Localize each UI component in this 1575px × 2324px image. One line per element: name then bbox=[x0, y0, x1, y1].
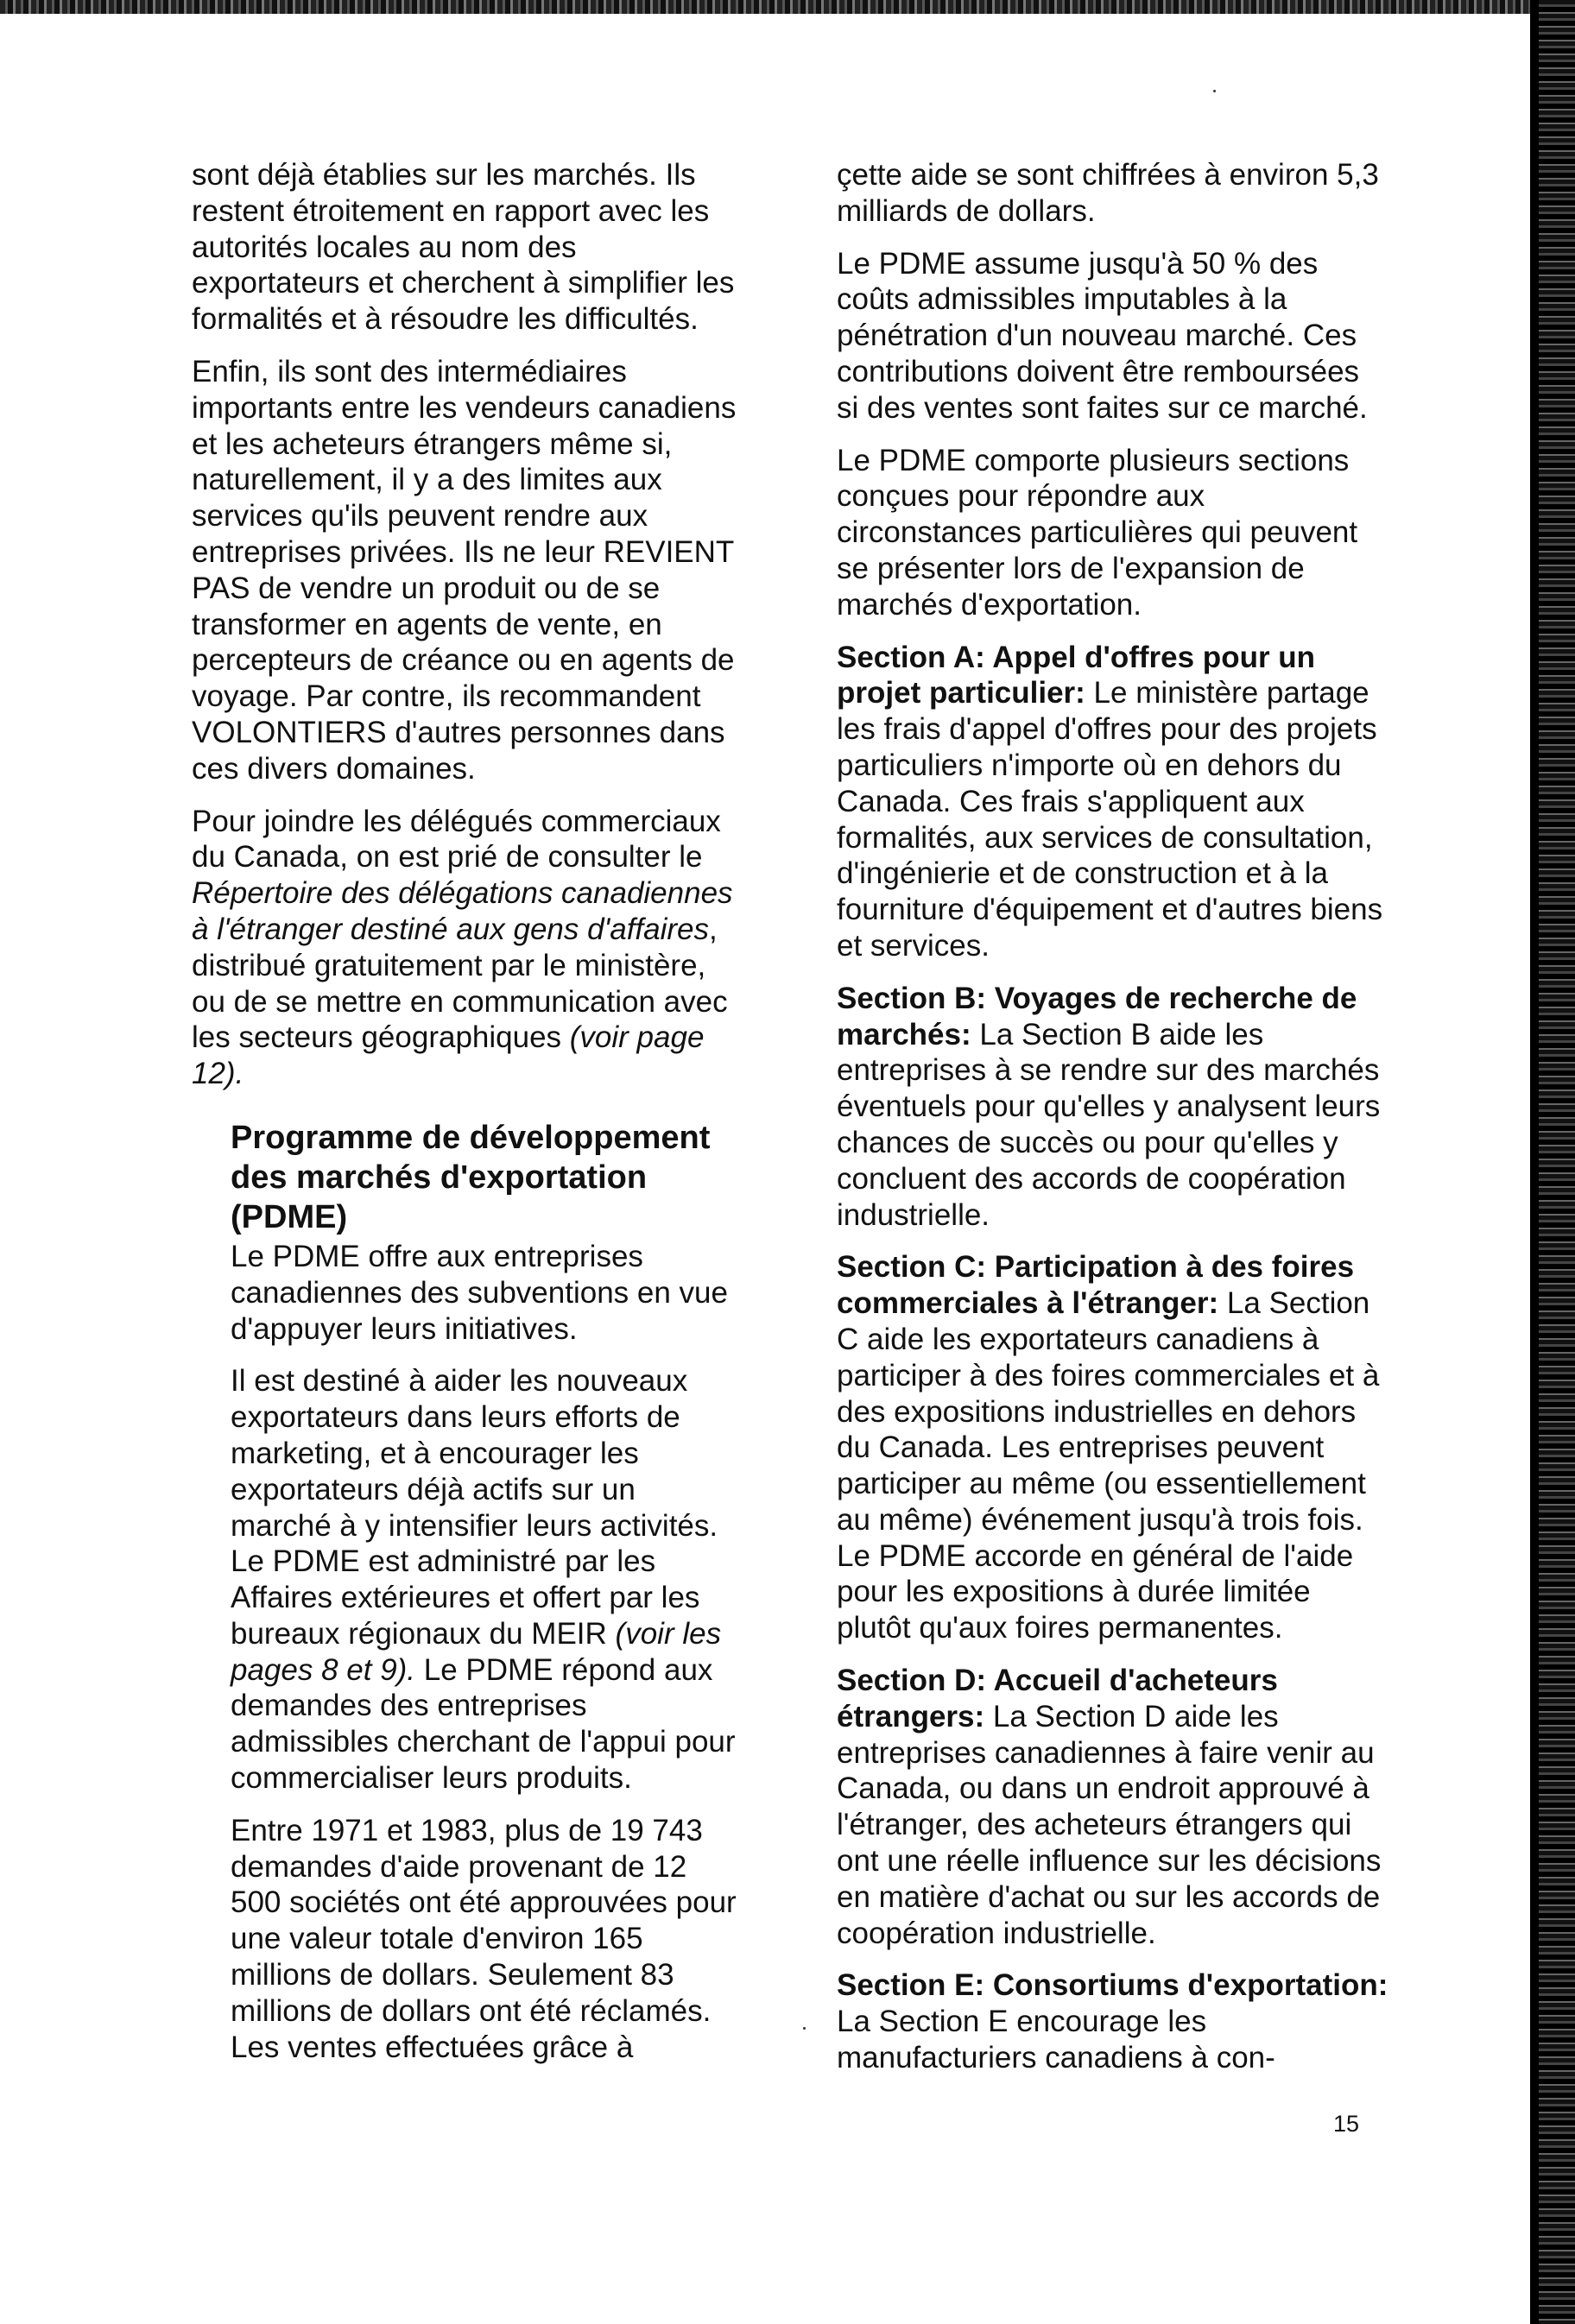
section-e-title: Section E: Consortiums d'exportation: bbox=[837, 1968, 1388, 2003]
paragraph: Enfin, ils sont des intermédiaires importants entre les vendeurs canadiens et les acheteurs étrangers même si, naturellement, il y a des limites aux services qu'ils peuvent rendre aux entreprises privées. Ils ne leur REVIENT PAS de vendre un produit ou de se transformer en agents de vente, en percepteurs de créance ou en agents de voyage. Par contre, ils recommandent VOLONTIERS d'autres personnes dans ces divers domaines. bbox=[192, 354, 737, 786]
paragraph bbox=[192, 1363, 744, 1797]
left-column bbox=[192, 157, 744, 2081]
paragraph: Le PDME offre aux entreprises canadiennes des subventions en vue d'appuyer leurs initiatives. bbox=[231, 1239, 728, 1346]
scan-speck bbox=[1213, 90, 1216, 92]
publication-title: Répertoire des délégations canadiennes à l'étranger destiné aux gens d'affaires bbox=[192, 876, 733, 946]
section-heading: Programme de développement des marchés d'exportation (PDME) bbox=[231, 1119, 711, 1235]
scan-speck bbox=[803, 2027, 806, 2030]
scan-right-edge bbox=[1539, 0, 1575, 2324]
section-d-title: Section D: Accueil d'acheteurs étrangers: bbox=[837, 1664, 1278, 1734]
section-a-paragraph bbox=[837, 640, 1389, 964]
scan-top-edge bbox=[0, 0, 1575, 14]
right-column bbox=[837, 157, 1389, 2093]
paragraph: Entre 1971 et 1983, plus de 19 743 demandes d'aide provenant de 12 500 sociétés ont été approuvées pour une valeur totale d'environ 165 millions de dollars. Seulement 83 millions de dollars ont été réclamés. Les ventes effectuées grâce à bbox=[231, 1813, 737, 2064]
section-e-paragraph bbox=[837, 1967, 1389, 2075]
section-c-paragraph bbox=[837, 1249, 1389, 1646]
paragraph: sont déjà établies sur les marchés. Ils restent étroitement en rapport avec les autorités locales au nom des exportateurs et cherchent à simplifier les formalités et à résoudre les difficultés. bbox=[192, 158, 735, 337]
paragraph: Le PDME comporte plusieurs sections conçues pour répondre aux circonstances particulières qui peuvent se présenter lors de l'expansion de marchés d'exportation. bbox=[837, 443, 1358, 622]
text-run: , distribué gratuitement par le ministère, ou de se mettre en communication avec les secteurs géographiques bbox=[192, 912, 728, 1055]
paragraph bbox=[192, 804, 744, 1092]
section-b-paragraph bbox=[837, 981, 1389, 1234]
text-run: La Section E encourage les manufacturiers canadiens à con- bbox=[837, 2005, 1275, 2075]
section-b-title: Section B: Voyages de recherche de marchés: bbox=[837, 981, 1357, 1051]
text-run: Le PDME répond aux demandes des entreprises admissibles cherchant de l'appui pour commercialiser leurs produits. bbox=[231, 1652, 736, 1796]
text-run: Il est destiné à aider les nouveaux exportateurs dans leurs efforts de marketing, et à encourager les exportateurs déjà actifs sur un marché à y intensifier leurs activités. Le PDME est administré par les Affaires extérieures et offert par les bureaux régionaux du MEIR bbox=[231, 1364, 718, 1651]
section-d-paragraph bbox=[837, 1663, 1389, 1951]
paragraph: Le PDME assume jusqu'à 50 % des coûts admissibles imputables à la pénétration d'un nouveau marché. Ces contributions doivent être remboursées si des ventes sont faites sur ce marché. bbox=[837, 246, 1368, 425]
page-reference: (voir les pages 8 et 9). bbox=[231, 1616, 722, 1687]
text-run: La Section C aide les exportateurs canadiens à participer à des foires commerciales et à des expositions industrielles en dehors du Canada. Les entreprises peuvent participer au même (ou essentiellement au même) événement jusqu'à trois fois. Le PDME accorde en général de l'aide pour les expositions à durée limitée plutôt qu'aux foires permanentes. bbox=[837, 1286, 1380, 1645]
page-reference: (voir page 12). bbox=[192, 1020, 705, 1091]
text-run: La Section B aide les entreprises à se rendre sur des marchés éventuels pour qu'elles y analysent leurs chances de succès ou pour qu'elles y concluent des accords de coopération industrielle. bbox=[837, 1017, 1381, 1232]
page-number: 15 bbox=[1333, 2111, 1360, 2137]
text-run: Pour joindre les délégués commerciaux du Canada, on est prié de consulter le bbox=[192, 804, 721, 875]
section-a-title: Section A: Appel d'offres pour un projet particulier: bbox=[837, 640, 1316, 710]
text-run: La Section D aide les entreprises canadiennes à faire venir au Canada, ou dans un endroit approuvé à l'étranger, des acheteurs étrangers qui ont une réelle influence sur les décisions en matière d'achat ou sur les accords de coopération industrielle. bbox=[837, 1699, 1382, 1950]
text-run: Le ministère partage les frais d'appel d'offres pour des projets particuliers n'importe où en dehors du Canada. Ces frais s'appliquent aux formalités, aux services de consultation, d'ingénierie et de construction et à la fourniture d'équipement et d'autres biens et services. bbox=[837, 676, 1383, 963]
section-c-title: Section C: Participation à des foires commerciales à l'étranger: bbox=[837, 1250, 1355, 1321]
paragraph: çette aide se sont chiffrées à environ 5,3 milliards de dollars. bbox=[837, 158, 1379, 228]
scan-right-shadow bbox=[1530, 0, 1539, 2324]
